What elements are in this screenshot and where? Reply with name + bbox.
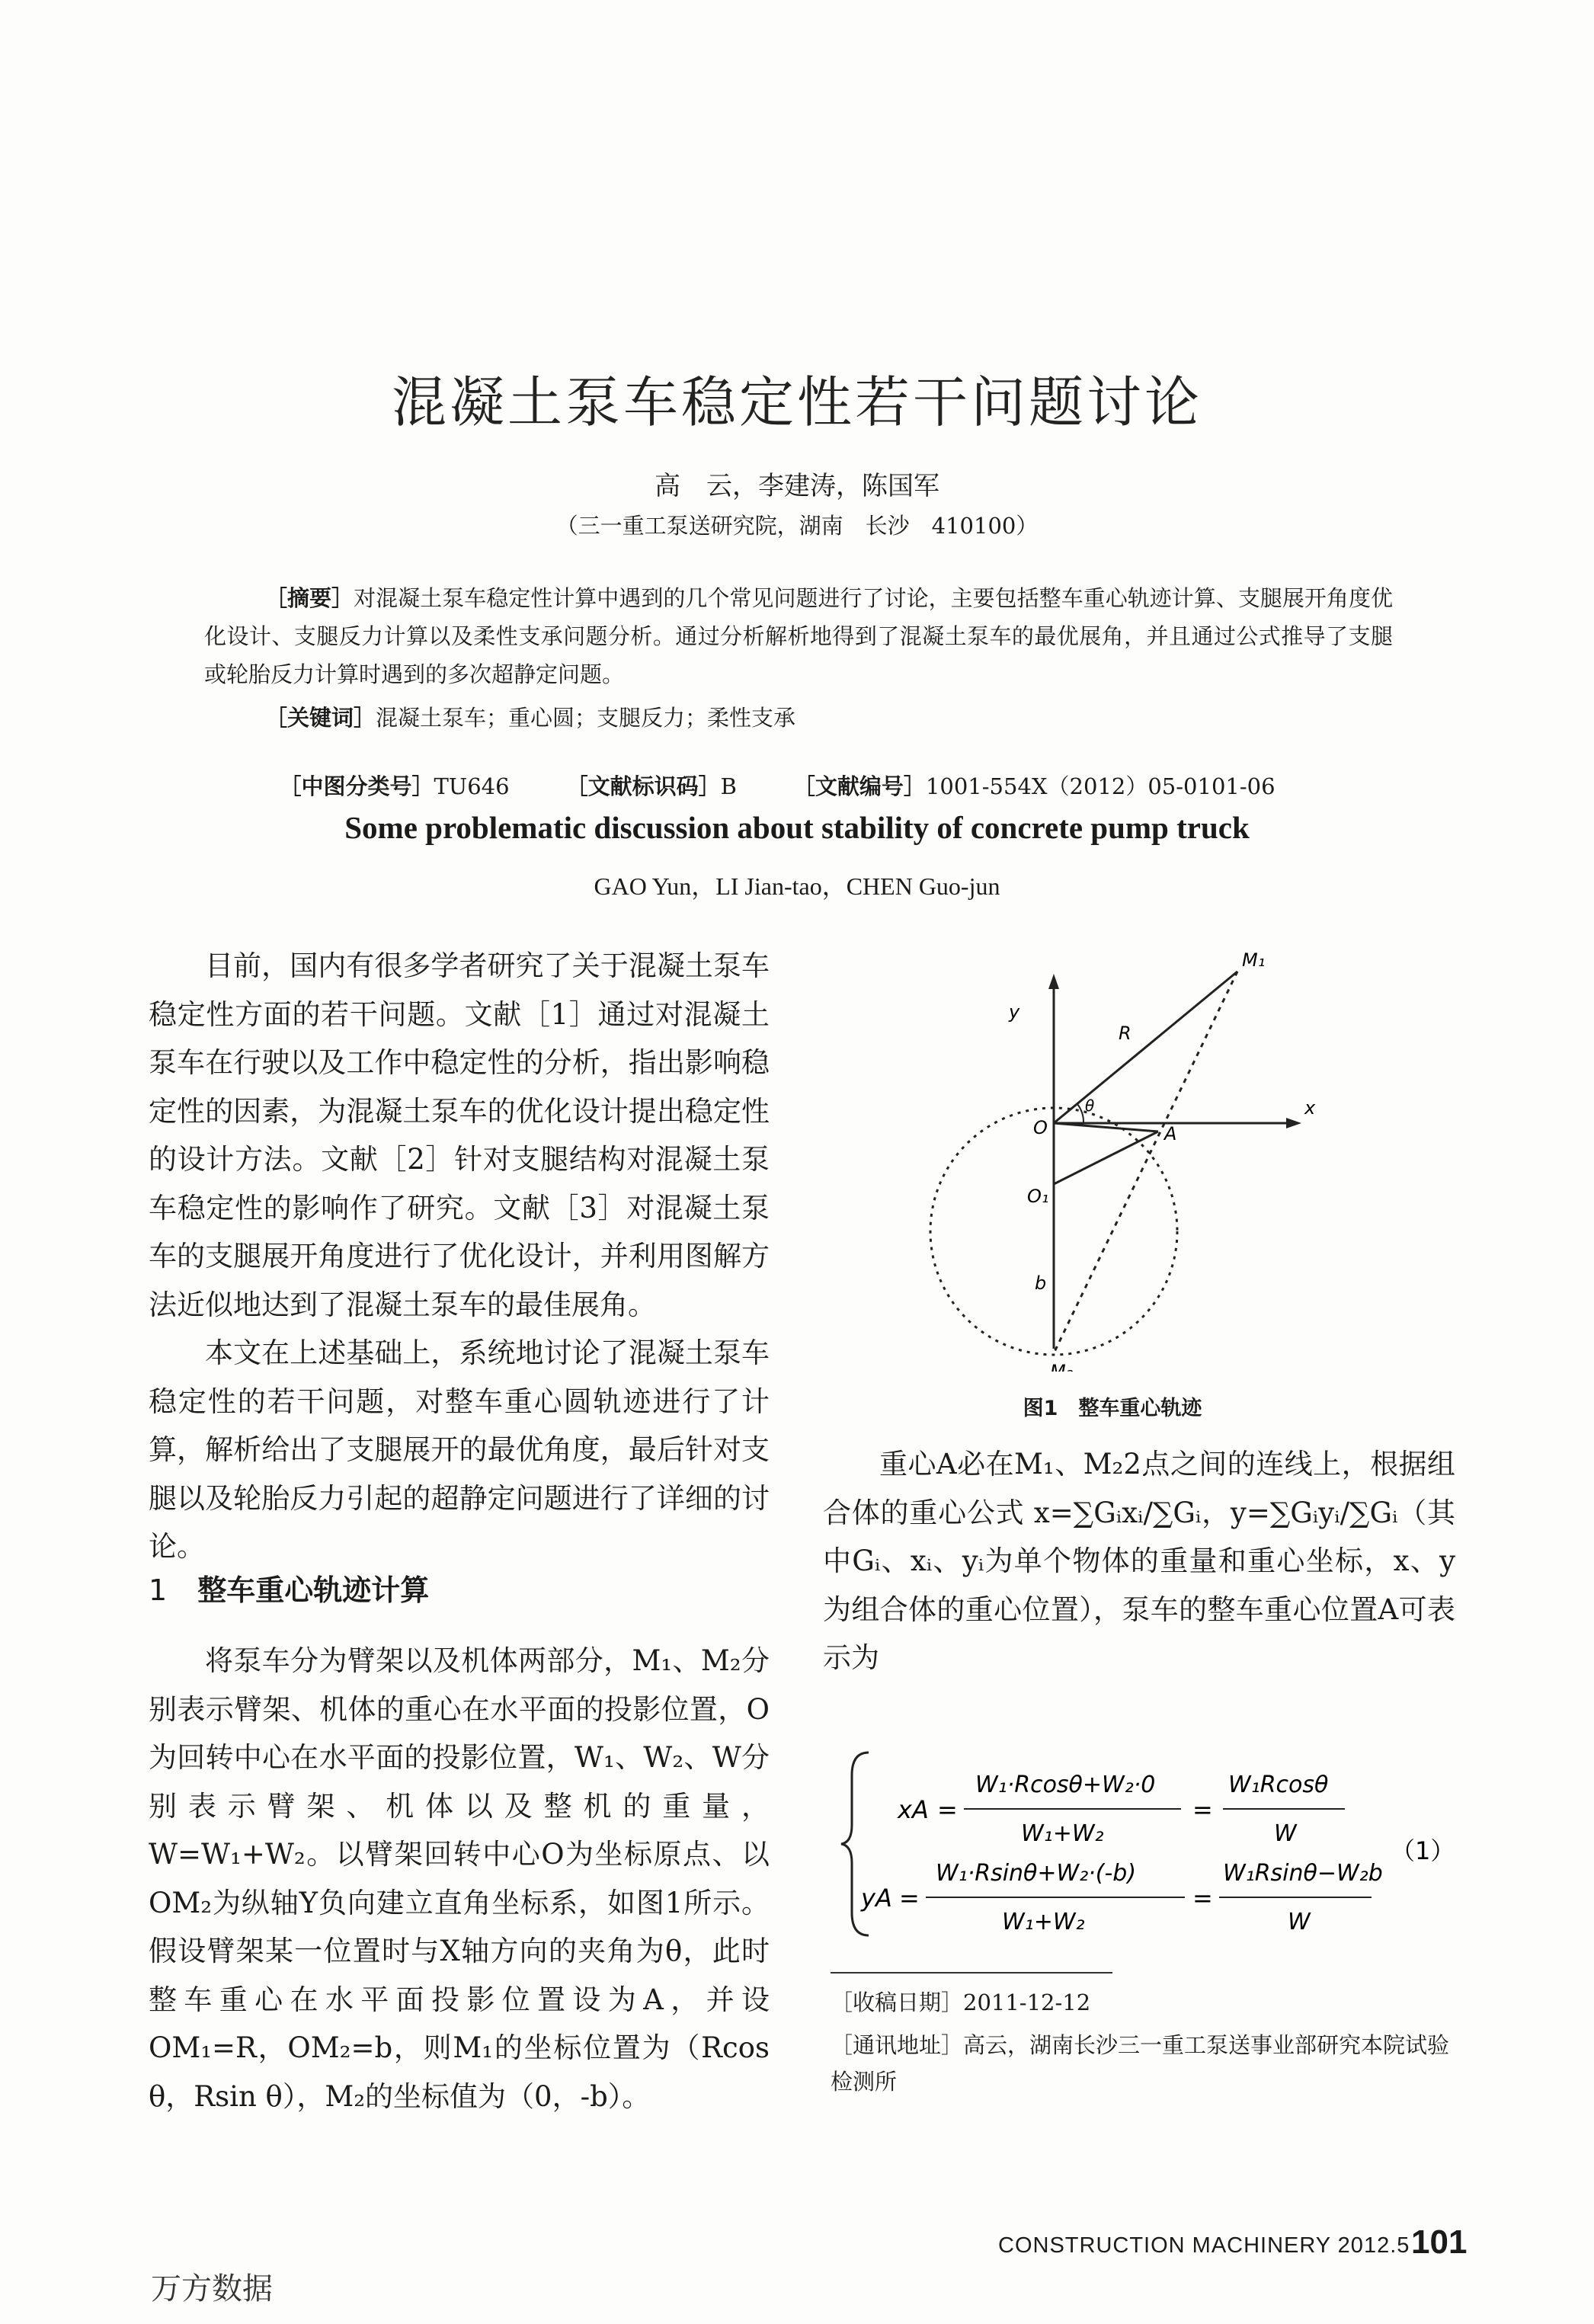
doc-code-label: ［文献标识码］ xyxy=(565,773,721,799)
right-column-text xyxy=(823,1440,1455,1682)
footnote-received: ［收稿日期］2011-12-12 xyxy=(831,1989,1091,2015)
figure-1 xyxy=(914,945,1372,1375)
ya-denominator-2: W xyxy=(1288,1909,1311,1935)
label-m2: M₂ xyxy=(1050,1361,1074,1372)
label-o: O xyxy=(1033,1117,1048,1138)
section-1-paragraph: 将泵车分为臂架以及机体两部分，M₁、M₂分别表示臂架、机体的重心在水平面的投影位置，O为回转中心在水平面的投影位置，W₁、W₂、W分别表示臂架、机体以及整机的重量，W=W₁+W₂。以臂架回转中心O为坐标原点、以OM₂为纵轴Y负向建立直角坐标系，如图1所示。假设臂架某一位置时与X轴方向的夹角为θ，此时整车重心在水平面投影位置设为A，并设OM₁=R，OM₂=b，则M₁的坐标位置为（Rcos θ，Rsin θ），M₂的坐标值为（0，-b）。 xyxy=(149,1644,770,2113)
ya-lhs: yA xyxy=(861,1884,892,1913)
article-number-label: ［文献编号］ xyxy=(792,773,926,799)
xa-eq: = xyxy=(937,1795,958,1824)
footnote-rule xyxy=(831,1972,1112,1973)
label-y: y xyxy=(1009,1001,1020,1023)
section-number: 1 xyxy=(149,1573,168,1607)
english-title: Some problematic discussion about stability of concrete pump truck xyxy=(344,810,1250,845)
article-number-value: 1001-554X（2012）05-0101-06 xyxy=(925,773,1276,799)
segment-m1m2 xyxy=(1054,972,1237,1353)
label-o1: O₁ xyxy=(1027,1186,1049,1207)
ya-numerator-2: W₁Rsinθ−W₂b xyxy=(1223,1860,1383,1887)
keywords-text: 混凝土泵车；重心圆；支腿反力；柔性支承 xyxy=(376,705,796,731)
segment-om1 xyxy=(1054,972,1237,1123)
y-axis-arrow xyxy=(1048,974,1059,989)
journal-name: CONSTRUCTION MACHINERY 2012.5 xyxy=(998,2233,1410,2258)
right-paragraph-1: 重心A必在M₁、M₂2点之间的连线上，根据组合体的重心公式 x=∑Gᵢxᵢ/∑Gᵢ，y=∑Gᵢyᵢ/∑Gᵢ（其中Gᵢ、xᵢ、yᵢ为单个物体的重量和重心坐标，x、y为组合体的重心位置），泵车的整车重心位置A可表示为 xyxy=(823,1448,1455,1674)
center-of-gravity-diagram xyxy=(914,945,1372,1372)
label-a: A xyxy=(1164,1123,1177,1144)
english-authors: GAO Yun，LI Jian-tao，CHEN Guo-jun xyxy=(594,872,1000,900)
ya-eq2: = xyxy=(1192,1884,1213,1913)
figure-caption: 图1 整车重心轨迹 xyxy=(1023,1397,1202,1420)
ya-eq: = xyxy=(899,1884,920,1913)
authors: 高 云，李建涛，陈国军 xyxy=(655,471,939,501)
segment-o1a xyxy=(1054,1132,1158,1184)
xa-numerator: W₁·Rcosθ+W₂·0 xyxy=(975,1772,1156,1798)
label-x: x xyxy=(1304,1097,1316,1119)
left-column-section-1 xyxy=(149,1637,770,2121)
label-theta: θ xyxy=(1085,1096,1095,1115)
intro-paragraph-1: 目前，国内有很多学者研究了关于混凝土泵车稳定性方面的若干问题。文献［1］通过对混凝土泵车在行驶以及工作中稳定性的分析，指出影响稳定性的因素，为混凝土泵车的优化设计提出稳定性的设计方法。文献［2］针对支腿结构对混凝土泵车稳定性的影响作了研究。文献［3］对混凝土泵车的支腿展开角度进行了优化设计，并利用图解方法近似地达到了混凝土泵车的最佳展角。 xyxy=(149,949,770,1321)
ya-denominator: W₁+W₂ xyxy=(1002,1909,1085,1935)
equation-1-svg xyxy=(838,1745,1463,1943)
equation-number: （1） xyxy=(1391,1836,1455,1865)
ya-numerator: W₁·Rsinθ+W₂·(-b) xyxy=(936,1860,1137,1887)
label-m1: M₁ xyxy=(1242,949,1266,971)
wanfang-watermark: 万方数据 xyxy=(151,2271,273,2306)
doc-code-value: B xyxy=(720,773,737,799)
xa-denominator: W₁+W₂ xyxy=(1021,1820,1104,1847)
clc-value: TU646 xyxy=(434,773,510,799)
intro-paragraph-2: 本文在上述基础上，系统地讨论了混凝土泵车稳定性的若干问题，对整车重心圆轨迹进行了计算，解析给出了支腿展开的最优角度，最后针对支腿以及轮胎反力引起的超静定问题进行了详细的讨论。 xyxy=(149,1336,770,1563)
section-title: 整车重心轨迹计算 xyxy=(197,1573,430,1607)
abstract xyxy=(204,579,1393,693)
segment-oa xyxy=(1054,1123,1158,1132)
keywords-label: ［关键词］ xyxy=(265,705,376,731)
affiliation: （三一重工泵送研究院，湖南 长沙 410100） xyxy=(555,513,1039,539)
xa-numerator-2: W₁Rcosθ xyxy=(1228,1772,1329,1798)
label-r: R xyxy=(1119,1023,1131,1044)
label-b: b xyxy=(1035,1272,1047,1294)
classification-line xyxy=(265,744,1332,801)
clc-label: ［中图分类号］ xyxy=(279,773,434,799)
keywords xyxy=(265,701,795,732)
section-heading xyxy=(149,1567,429,1609)
x-axis-arrow xyxy=(1286,1118,1301,1128)
abstract-label: ［摘要］ xyxy=(265,585,354,611)
xa-denominator-2: W xyxy=(1274,1820,1297,1847)
theta-arc xyxy=(1077,1104,1083,1123)
paper-title: 混凝土泵车稳定性若干问题讨论 xyxy=(391,370,1202,434)
equation-1 xyxy=(838,1745,1463,1946)
xa-eq2: = xyxy=(1192,1795,1213,1824)
xa-lhs: xA xyxy=(898,1795,929,1824)
abstract-text: 对混凝土泵车稳定性计算中遇到的几个常见问题进行了讨论，主要包括整车重心轨迹计算、支腿展开角度优化设计、支腿反力计算以及柔性支承问题分析。通过分析解析地得到了混凝土泵车的最优展角，并且通过公式推导了支腿或轮胎反力计算时遇到的多次超静定问题。 xyxy=(204,585,1393,687)
page-number: 101 xyxy=(1411,2223,1468,2261)
footnote-address: ［通讯地址］高云，湖南长沙三一重工泵送事业部研究本院试验检测所 xyxy=(831,2032,1450,2095)
left-column-intro xyxy=(149,942,770,1571)
